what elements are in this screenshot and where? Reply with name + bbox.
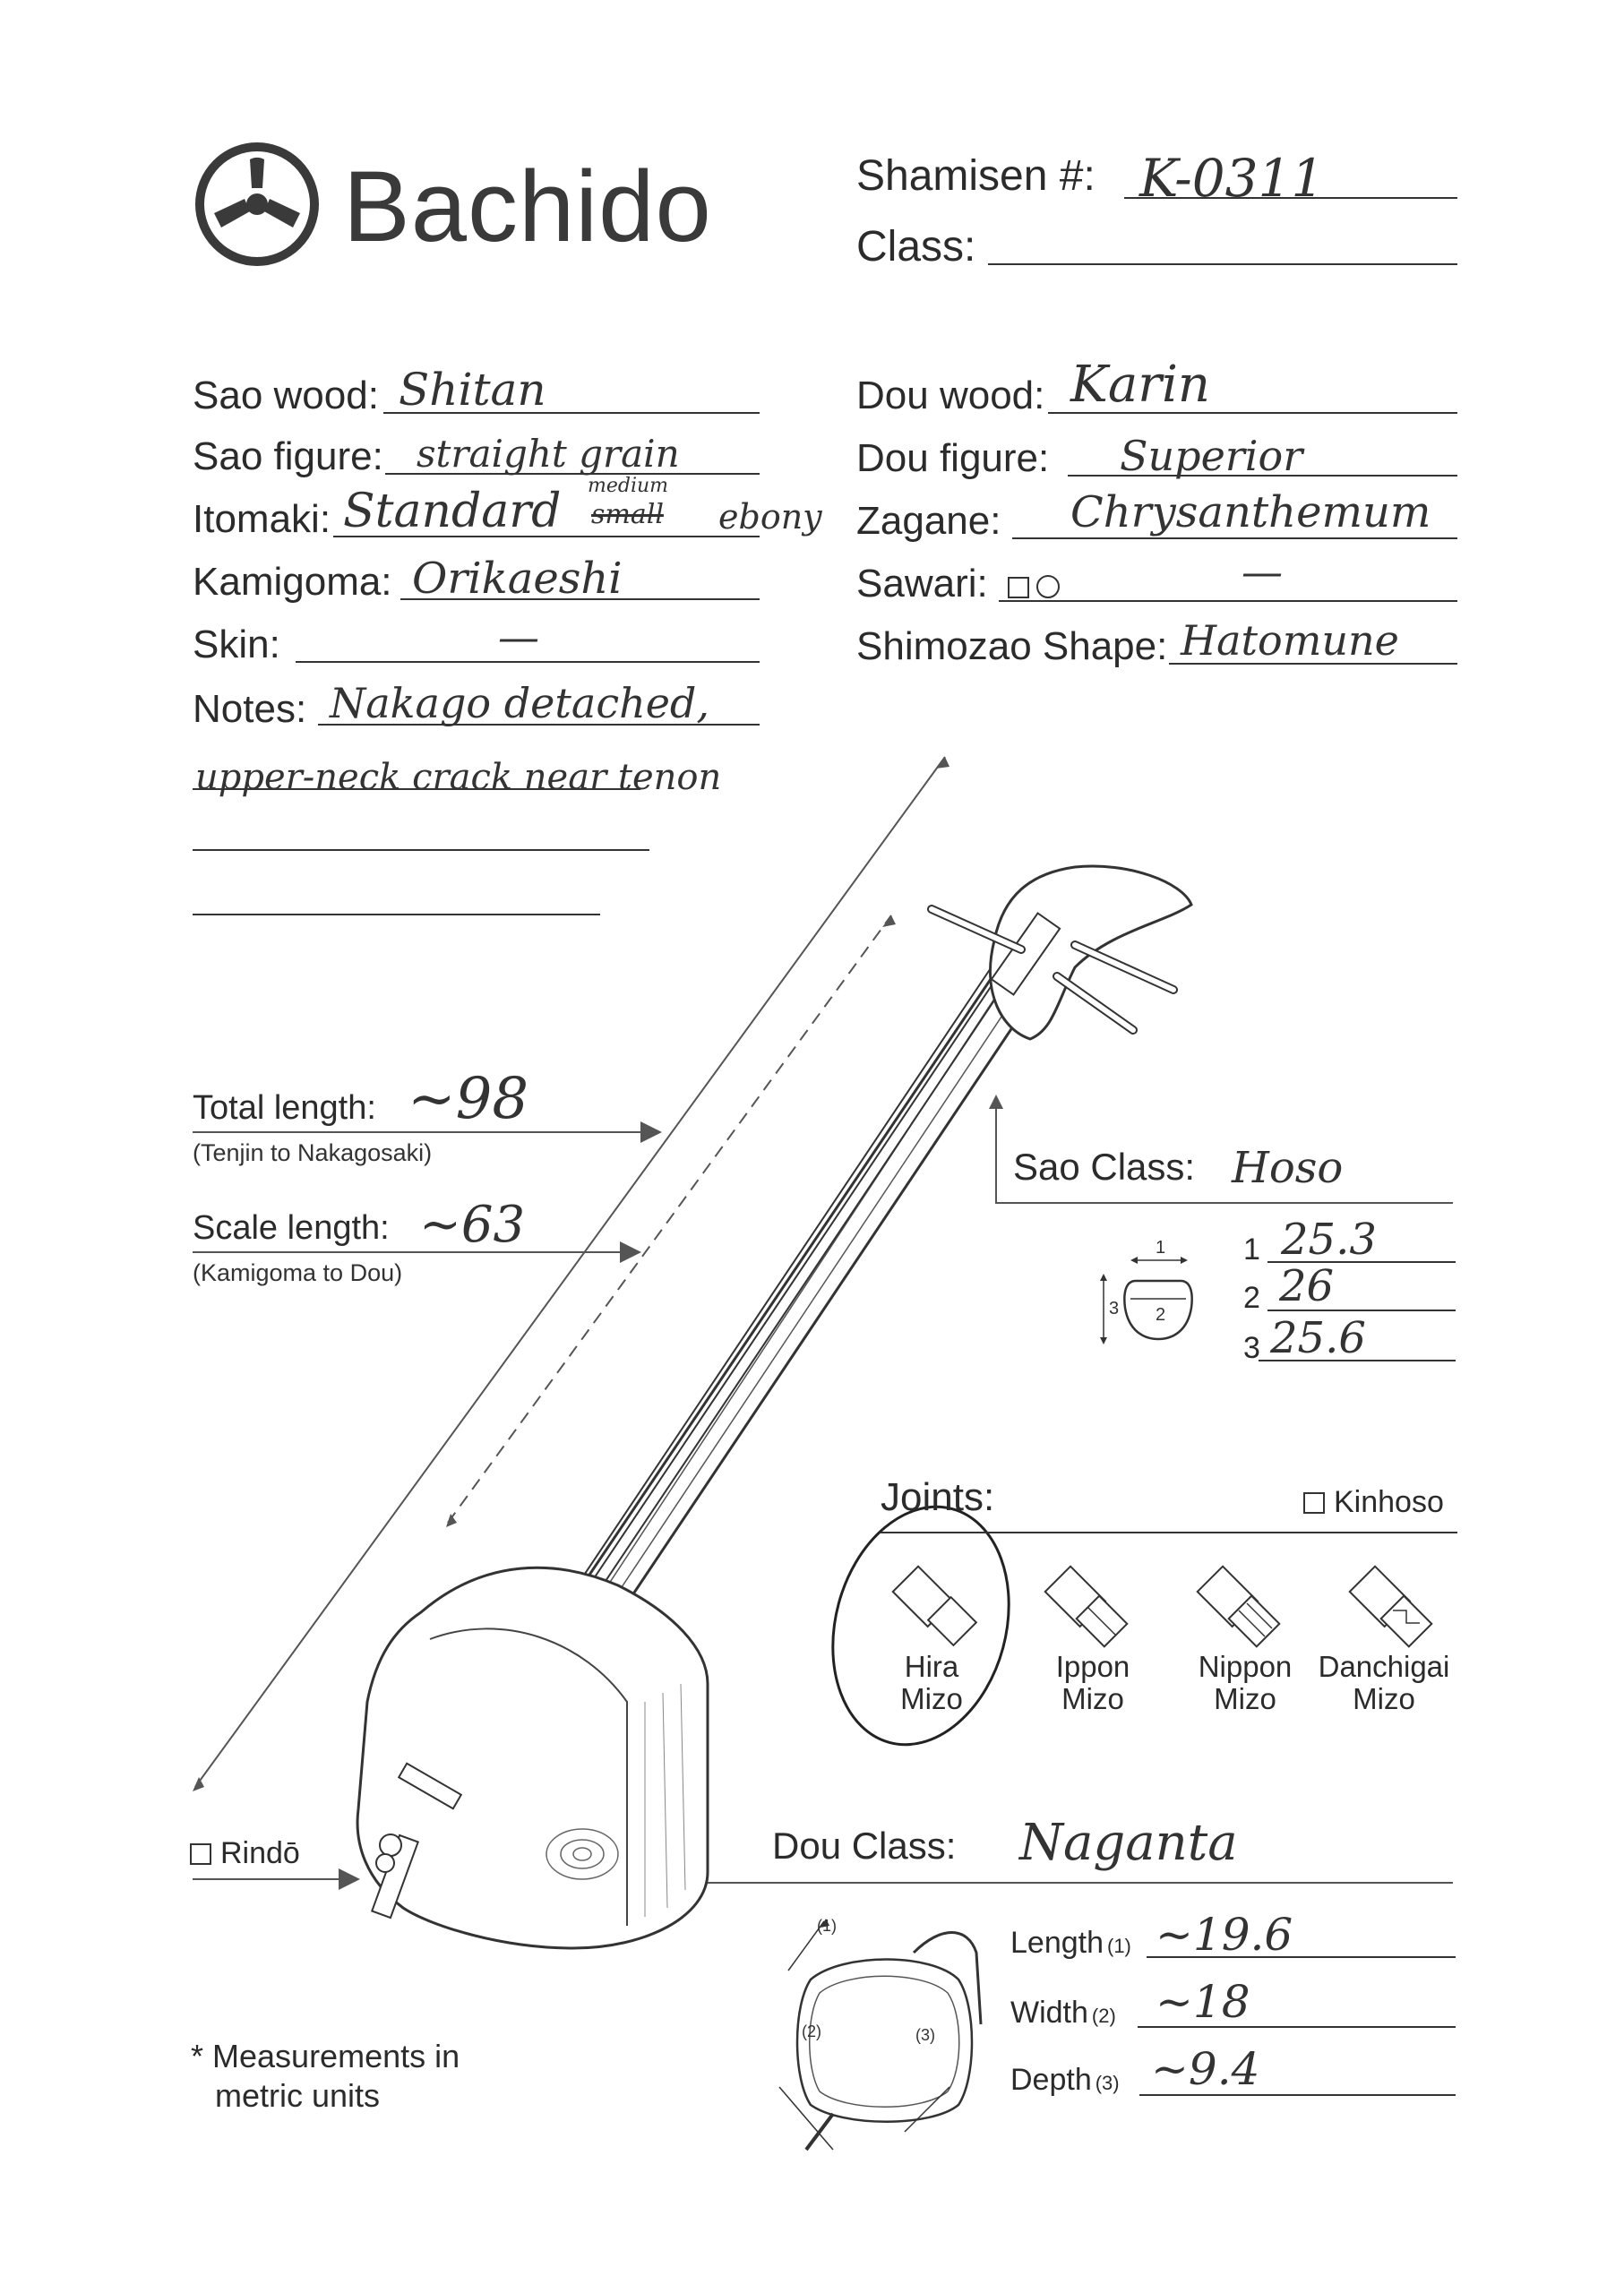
dou-depth-label xyxy=(1010,2065,1120,2095)
joints-rule xyxy=(881,1532,1457,1533)
joint-option-label: Hira xyxy=(904,1650,959,1683)
brand-wordmark: Bachido xyxy=(343,150,712,262)
dou-width-label-text: Width xyxy=(1010,1996,1088,2030)
kamigoma-label: Kamigoma: xyxy=(193,560,392,604)
sao-wood-label: Sao wood: xyxy=(193,374,379,417)
shimozao-label: Shimozao Shape: xyxy=(856,624,1168,668)
total-length-label: Total length: xyxy=(193,1089,376,1127)
sao-m2-value: 26 xyxy=(1279,1261,1335,1311)
joint-hira-mizo-icon xyxy=(893,1567,976,1645)
sawari-label-text: Sawari: xyxy=(856,562,988,605)
itomaki-label: Itomaki: xyxy=(193,497,331,541)
itomaki-struck: small xyxy=(591,499,664,530)
kamigoma-value: Orikaeshi xyxy=(412,554,623,604)
rindo-checkbox[interactable] xyxy=(190,1843,211,1865)
zagane-label: Zagane: xyxy=(856,499,1001,543)
joint-option-danchigai-mizo[interactable] xyxy=(1312,1651,1456,1715)
dou-depth-num: (3) xyxy=(1095,2072,1120,2094)
dou-diagram-num2: (2) xyxy=(802,2022,821,2040)
skin-label: Skin: xyxy=(193,623,280,666)
sao-figure-value: straight grain xyxy=(417,432,680,476)
dou-depth-value: ~9.4 xyxy=(1151,2043,1260,2095)
dou-width-num: (2) xyxy=(1091,2005,1116,2027)
dou-class-value: Naganta xyxy=(1019,1814,1238,1872)
sao-m3-line xyxy=(1259,1360,1456,1361)
dou-diagram-num1: (1) xyxy=(817,1917,837,1935)
joint-option-hira-mizo[interactable] xyxy=(887,1651,976,1715)
sao-diagram-num1: 1 xyxy=(1156,1238,1166,1258)
notes-line1: Nakago detached, xyxy=(330,679,709,727)
joint-option-nippon-mizo[interactable] xyxy=(1182,1651,1308,1715)
joint-selection-circle xyxy=(807,1487,1034,1765)
joint-option-label: Mizo xyxy=(1353,1682,1415,1715)
total-length-value: ~98 xyxy=(408,1066,529,1132)
sao-m3-value: 25.6 xyxy=(1270,1313,1366,1363)
joint-option-ippon-mizo[interactable] xyxy=(1039,1651,1147,1715)
dou-length-value: ~19.6 xyxy=(1156,1909,1293,1961)
joints-label: Joints: xyxy=(881,1475,995,1519)
dou-width-line xyxy=(1138,2026,1456,2028)
sao-m1-value: 25.3 xyxy=(1281,1215,1377,1265)
shamisen-number-value: K-0311 xyxy=(1139,148,1325,209)
sao-m2-label: 2 xyxy=(1243,1281,1260,1315)
sao-m3-label: 3 xyxy=(1243,1331,1260,1365)
dou-width-label xyxy=(1010,1997,1116,2028)
sawari-value: — xyxy=(1242,547,1283,596)
sao-diagram-num2: 2 xyxy=(1156,1305,1166,1325)
dou-depth-line xyxy=(1139,2094,1456,2096)
notes-line2: upper-neck crack near tenon xyxy=(195,757,722,798)
sao-class-value: Hoso xyxy=(1232,1143,1344,1193)
sao-wood-value: Shitan xyxy=(399,364,546,416)
sao-m2-line xyxy=(1267,1310,1456,1311)
joint-option-label: Mizo xyxy=(1061,1682,1124,1715)
zagane-value: Chrysanthemum xyxy=(1070,487,1431,537)
shamisen-number-label: Shamisen #: xyxy=(856,152,1096,200)
joint-danchigai-mizo-icon xyxy=(1350,1567,1432,1647)
itomaki-correction: medium xyxy=(588,475,669,497)
shimozao-value: Hatomune xyxy=(1181,616,1399,665)
dou-length-num: (1) xyxy=(1107,1935,1131,1957)
itomaki-material: ebony xyxy=(718,497,822,537)
joint-nippon-mizo-icon xyxy=(1198,1567,1280,1647)
sao-m1-label: 1 xyxy=(1243,1232,1260,1267)
dou-wood-label: Dou wood: xyxy=(856,374,1045,417)
dou-depth-label-text: Depth xyxy=(1010,2063,1092,2097)
footnote-line2: metric units xyxy=(215,2077,381,2114)
joint-option-label: Nippon xyxy=(1198,1650,1293,1683)
rindo-label: Rindō xyxy=(220,1836,300,1870)
dou-length-label-text: Length xyxy=(1010,1926,1104,1960)
notes-label: Notes: xyxy=(193,687,307,731)
dou-wood-value: Karin xyxy=(1070,356,1210,414)
sao-diagram-num3: 3 xyxy=(1109,1299,1120,1318)
itomaki-value: Standard xyxy=(343,485,562,538)
kinhoso-option[interactable] xyxy=(1303,1487,1444,1517)
class-label: Class: xyxy=(856,223,976,271)
dou-diagram-num3: (3) xyxy=(915,2026,935,2044)
joint-option-label: Mizo xyxy=(1214,1682,1276,1715)
scale-length-value: ~63 xyxy=(419,1196,526,1254)
joint-option-label: Danchigai xyxy=(1318,1650,1450,1683)
skin-value: — xyxy=(498,613,539,661)
dou-class-label: Dou Class: xyxy=(772,1825,957,1867)
sao-figure-label: Sao figure: xyxy=(193,434,383,478)
total-length-sub: (Tenjin to Nakagosaki) xyxy=(193,1139,433,1166)
scale-length-sub: (Kamigoma to Dou) xyxy=(193,1259,403,1286)
joint-option-label: Mizo xyxy=(900,1682,963,1715)
dou-length-line xyxy=(1147,1956,1456,1958)
dou-length-label xyxy=(1010,1928,1131,1958)
footnote-line1: * Measurements in xyxy=(191,2038,460,2074)
rindo-option[interactable] xyxy=(190,1838,300,1868)
kinhoso-checkbox[interactable] xyxy=(1303,1492,1325,1514)
dou-figure-value: Superior xyxy=(1120,432,1303,480)
joint-ippon-mizo-icon xyxy=(1045,1567,1128,1647)
sao-class-label: Sao Class: xyxy=(1013,1146,1196,1188)
kinhoso-label: Kinhoso xyxy=(1334,1485,1444,1519)
joint-option-label: Ippon xyxy=(1055,1650,1130,1683)
scale-length-label: Scale length: xyxy=(193,1209,390,1247)
dou-figure-label: Dou figure: xyxy=(856,436,1050,480)
dou-width-value: ~18 xyxy=(1156,1976,1250,2028)
